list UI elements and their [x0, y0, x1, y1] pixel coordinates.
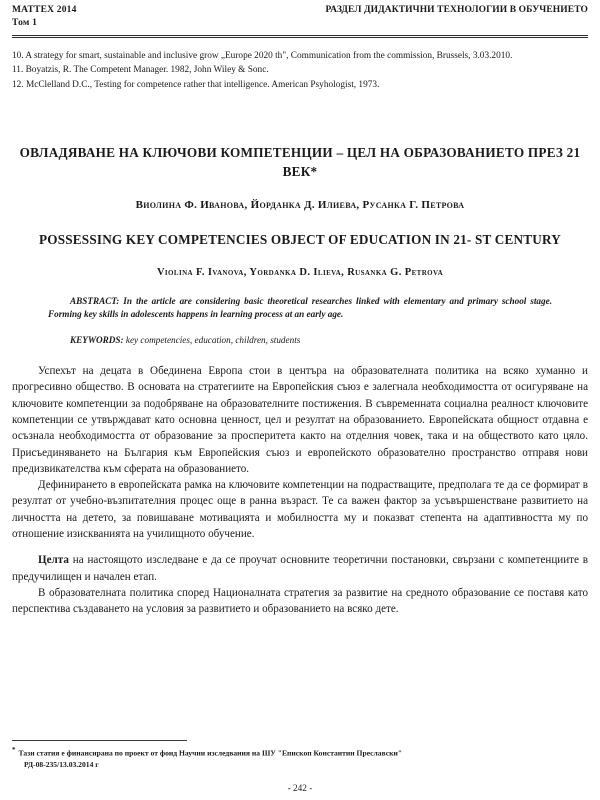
keywords-label: KEYWORDS: — [70, 334, 124, 345]
abstract-label: ABSTRACT: — [70, 295, 120, 306]
reference-list — [12, 50, 588, 92]
reference-item: 12. McClelland D.C., Testing for competence rather that intelligence. American Psyhologist, 1973. — [12, 79, 380, 90]
running-head-right: РАЗДЕЛ ДИДАКТИЧНИ ТЕХНОЛОГИИ В ОБУЧЕНИЕТО — [325, 5, 588, 15]
abstract-text: In the article are considering basic theoretical researches linked with elementary and primary school stage. Forming key skills in adolescents happens in learning process at an early age. — [48, 295, 552, 320]
footnote-line-2: РД-08-235/13.03.2014 г — [24, 759, 99, 769]
purpose-keyword: Целта — [38, 554, 69, 567]
keywords-block — [48, 334, 552, 347]
running-head — [12, 0, 588, 30]
body-paragraph-3 — [12, 552, 588, 585]
page-number: - 242 - — [287, 784, 313, 794]
article-title-bg: ОВЛАДЯВАНЕ НА КЛЮЧОВИ КОМПЕТЕНЦИИ – ЦЕЛ НА ОБРАЗОВАНИЕТО ПРЕЗ 21 ВЕК* — [19, 144, 581, 179]
body-paragraph-1: Успехът на децата в Обединена Европа стои в центъра на образователната политика на всяко хуманно и прогресивно общество. В основата на стратегиите на Европейския съюз е залегнала необходимостта от осигуряване на ключовите компетенции за подобряване на образователните постижения. В съвременната социална реалност ключовите компетенции се утвърждават като основна ценност, цел и резултат на образованието. Европейската общност отдавна е осъзнала необходимостта от образование за просперитета както на отделния човек, така и на обществото като цяло. Присъединяването на България към Европейския съюз и европейското образователно пространство отправя нови предизвикателства към сферата на образованието. — [12, 365, 588, 475]
running-head-left — [12, 4, 77, 30]
keywords-text: key competencies, education, children, students — [123, 334, 301, 345]
journal-title: MATTEX 2014 — [12, 5, 77, 15]
footnote-text — [12, 745, 588, 770]
body-paragraph-4: В образователната политика според Националната стратегия за развитие на средното образование се поставя като перспектива създаването на условия за развитието и образованието на всяко дете. — [12, 586, 588, 616]
article-authors-en: Violina F. Ivanova, Yordanka D. Ilieva, Rusanka G. Petrova — [156, 266, 444, 278]
reference-item: 10. A strategy for smart, sustainable and inclusive grow „Europe 2020 th", Communication from the commission, Brussels, 3.03.2010. — [12, 51, 513, 62]
body-paragraph-3-text: на настоящото изследване е да се проучат основните теоретични постановки, свързани с компетенциите в предучилищен и начален етап. — [12, 554, 588, 583]
article-authors-bg: Виолина Ф. Иванова, Йорданка Д. Илиева, Русанка Г. Петрова — [135, 199, 465, 212]
footnote-line-1: Тази статия е финансирана по проект от фонд Научни изследвания на ШУ "Епископ Константин Преславски" — [18, 748, 403, 758]
footnote-marker: * — [12, 745, 16, 754]
abstract-block — [48, 295, 552, 322]
article-title-en: POSSESSING KEY COMPETENCIES OBJECT OF EDUCATION IN 21- ST CENTURY — [39, 232, 561, 248]
header-divider — [12, 35, 588, 39]
footnote-zone — [12, 740, 588, 770]
article-body — [12, 363, 588, 617]
volume-label: Том 1 — [12, 17, 38, 28]
reference-item: 11. Boyatzis, R. The Competent Manager. 1982, John Wiley & Sonc. — [12, 65, 269, 76]
footnote-divider — [12, 740, 187, 741]
body-paragraph-2: Дефинирането в европейската рамка на ключовите компетенции на подрастващите, предполага те да се формират в резултат от учебно-възпитателния процес още в ранна възраст. Те са важен фактор за усъвършенстване развитието на личността на детето, за повишаване мотивацията и мобилността му и показват степента на адаптивността му по отношение изискванията на училищното обучение. — [12, 479, 588, 540]
